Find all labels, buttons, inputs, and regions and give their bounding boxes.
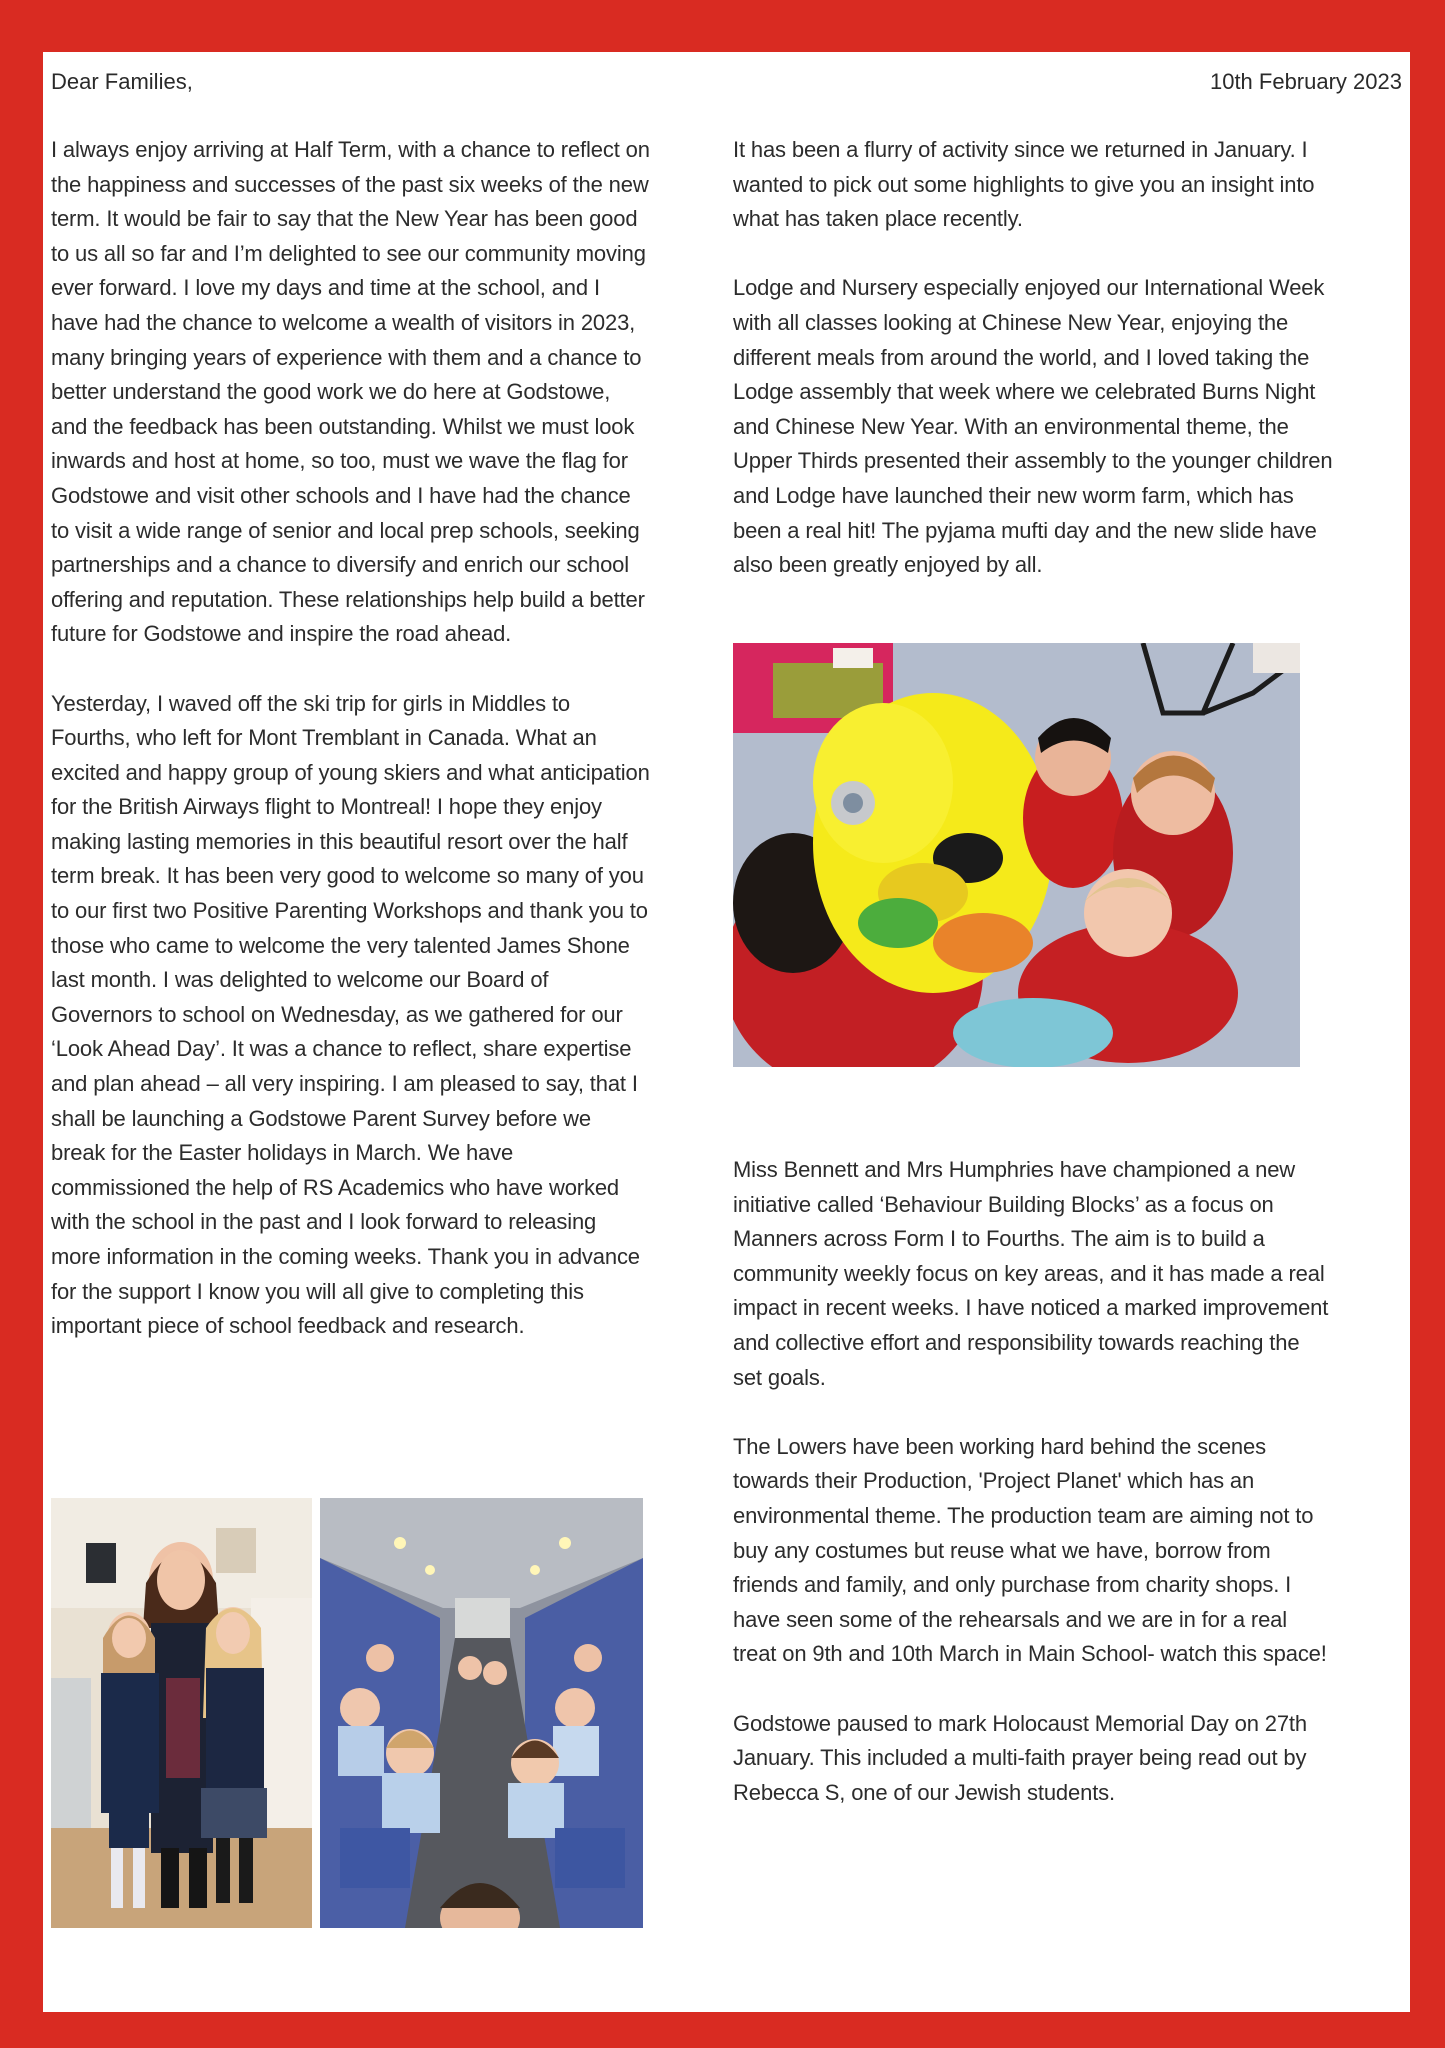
salutation: Dear Families, bbox=[51, 69, 193, 94]
paragraph-lowers-production: The Lowers have been working hard behind the scenes towards their Production, 'Project Planet' which has an environmental theme. The production team are aiming not to buy any costumes but reuse what we have, borrow from friends and family, and only purchase from charity shops. I have seen some of the rehearsals and we are in for a real treat on 9th and 10th March in Main School- watch this space! bbox=[733, 1433, 1327, 1667]
paragraph-lodge-nursery: Lodge and Nursery especially enjoyed our International Week with all classes looking at Chinese New Year, enjoying the different meals from around the world, and I loved taking the Lodge assembly that week where we celebrated Burns Night and Chinese New Year. With an environmental theme, the Upper Thirds presented their assembly to the younger children and Lodge have launched their new worm farm, which has been a real hit! The pyjama mufti day and the new slide have also been greatly enjoyed by all. bbox=[733, 275, 1333, 578]
governors-photo bbox=[51, 1498, 312, 1928]
paragraph-flurry: It has been a flurry of activity since we returned in January. I wanted to pick out some highlights to give you an insight into what has taken place recently. bbox=[733, 137, 1315, 232]
right-column-bottom bbox=[733, 1153, 1333, 1845]
right-column-top bbox=[733, 133, 1333, 617]
left-column bbox=[51, 133, 651, 1378]
letter-header bbox=[51, 65, 1402, 99]
paragraph-behaviour-blocks: Miss Bennett and Mrs Humphries have championed a new initiative called ‘Behaviour Building Blocks’ as a focus on Manners across Form I to Fourths. The aim is to build a community weekly focus on key areas, and it has made a real impact in recent weeks. I have noticed a marked improvement and collective effort and responsibility towards reaching the set goals. bbox=[733, 1157, 1329, 1390]
paragraph-half-term: I always enjoy arriving at Half Term, with a chance to reflect on the happiness and successes of the past six weeks of the new term. It would be fair to say that the New Year has been good to us all so far and I’m delighted to see our community moving ever forward. I love my days and time at the school, and I have had the chance to welcome a wealth of visitors in 2023, many bringing years of experience with them and a chance to better understand the good work we do here at Godstowe, and the feedback has been outstanding. Whilst we must look inwards and host at home, so too, must we wave the flag for Godstowe and visit other schools and I have had the chance to visit a wide range of senior and local prep schools, seeking partnerships and a chance to diversify and enrich our school offering and reputation. These relationships help build a better future for Godstowe and inspire the road ahead. bbox=[51, 137, 650, 647]
paragraph-ski-trip: Yesterday, I waved off the ski trip for girls in Middles to Fourths, who left for Mont Tremblant in Canada. What an excited and happy group of young skiers and what anticipation for the British Airways flight to Montreal! I hope they enjoy making lasting memories in this beautiful resort over the half term break. It has been very good to welcome so many of you to our first two Positive Parenting Workshops and thank you to those who came to welcome the very talented James Shone last month. I was delighted to welcome our Board of Governors to school on Wednesday, as we gathered for our ‘Look Ahead Day’. It was a chance to reflect, share expertise and plan ahead – all very inspiring. I am pleased to say, that I shall be launching a Godstowe Parent Survey before we break for the Easter holidays in March. We have commissioned the help of RS Academics who have worked with the school in the past and I look forward to releasing more information in the coming weeks. Thank you in advance for the support I know you will all give to completing this important piece of school feedback and research. bbox=[51, 690, 650, 1339]
letter-date: 10th February 2023 bbox=[1209, 69, 1402, 94]
ski-trip-bus-photo bbox=[320, 1498, 643, 1928]
lion-dance-photo bbox=[733, 643, 1300, 1067]
paragraph-holocaust-day: Godstowe paused to mark Holocaust Memorial Day on 27th January. This included a multi-faith prayer being read out by Rebecca S, one of our Jewish students. bbox=[733, 1710, 1307, 1805]
